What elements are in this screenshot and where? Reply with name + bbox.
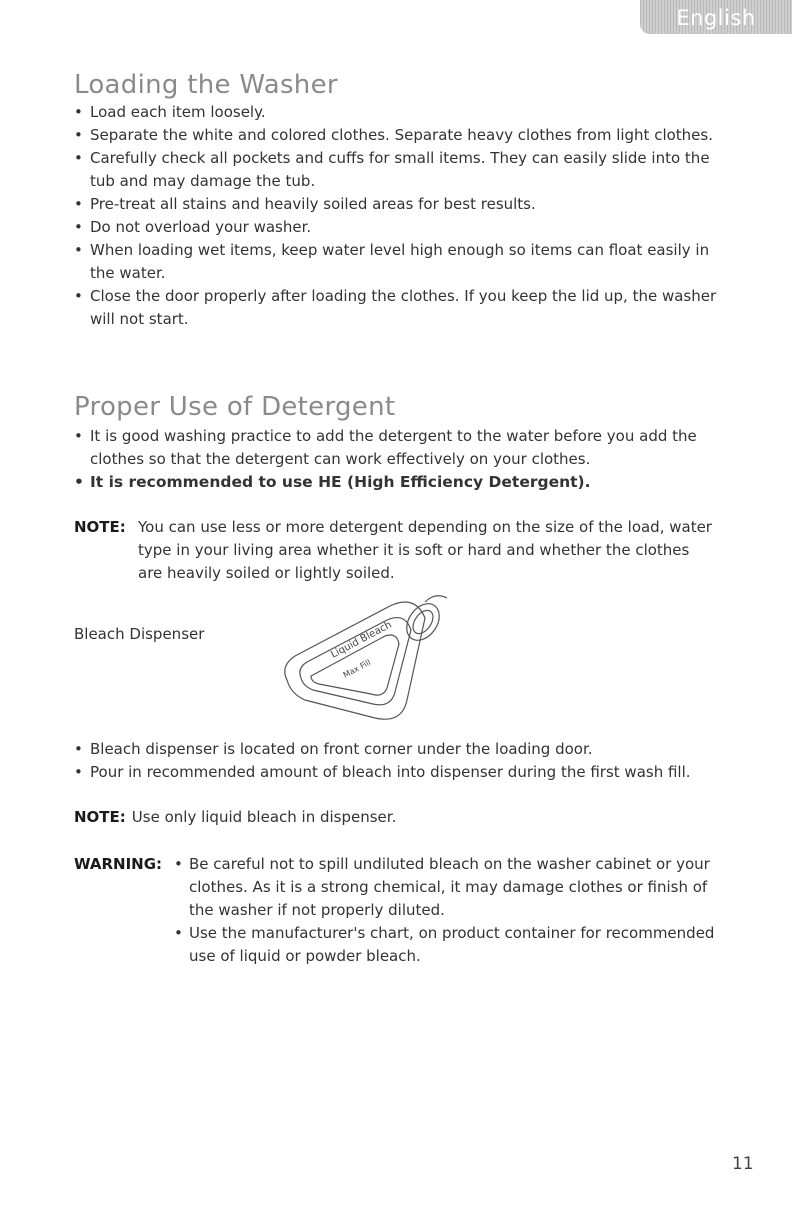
page-number: 11 — [732, 1154, 754, 1174]
note-text: You can use less or more detergent depending on the size of the load, water type in your living area whether it is soft or hard and whether the clothes are heavily soiled or lightly soiled. — [138, 518, 712, 582]
bleach-dispenser-illustration — [275, 588, 475, 730]
list-item-recommendation: • It is recommended to use HE (High Efficiency Detergent). — [74, 471, 734, 494]
list-item: • It is good washing practice to add the detergent to the water before you add the clothes so that the detergent can work effectively on your clothes. — [74, 425, 734, 471]
list-item: • Load each item loosely. — [74, 101, 734, 124]
list-item: • When loading wet items, keep water level high enough so items can float easily in the water. — [74, 239, 734, 285]
list-item: • Pre-treat all stains and heavily soiled areas for best results. — [74, 193, 734, 216]
loading-washer-heading: Loading the Washer — [74, 70, 338, 100]
max-fill-label-text: Max Fill — [341, 657, 373, 680]
list-item: • Close the door properly after loading the clothes. If you keep the lid up, the washer will not start. — [74, 285, 734, 331]
list-item: • Carefully check all pockets and cuffs for small items. They can easily slide into the tub and may damage the tub. — [74, 147, 734, 193]
cap-label-text: Liquid Bleach — [329, 619, 394, 661]
list-item: • Separate the white and colored clothes. Separate heavy clothes from light clothes. — [74, 124, 734, 147]
warning-list — [174, 853, 734, 968]
detergent-list — [74, 425, 734, 494]
list-item: • Bleach dispenser is located on front corner under the loading door. — [74, 738, 734, 761]
list-item: • Use the manufacturer's chart, on product container for recommended use of liquid or powder bleach. — [174, 922, 734, 968]
language-tab — [640, 0, 792, 34]
note-label: NOTE: — [74, 518, 126, 536]
detergent-note — [74, 516, 714, 585]
list-item: • Pour in recommended amount of bleach into dispenser during the first wash fill. — [74, 761, 734, 784]
note-text: Use only liquid bleach in dispenser. — [131, 808, 397, 826]
bleach-dispenser-caption: Bleach Dispenser — [74, 625, 205, 643]
detergent-heading: Proper Use of Detergent — [74, 392, 396, 422]
bleach-note — [74, 806, 714, 829]
language-tab-label: English — [676, 6, 756, 30]
note-label: NOTE: — [74, 808, 126, 826]
bleach-list — [74, 738, 734, 784]
list-item: • Be careful not to spill undiluted bleach on the washer cabinet or your clothes. As it is a strong chemical, it may damage clothes or finish of the washer if not properly diluted. — [174, 853, 734, 922]
warning-label: WARNING: — [74, 855, 163, 873]
loading-washer-list — [74, 101, 734, 331]
list-item: • Do not overload your washer. — [74, 216, 734, 239]
